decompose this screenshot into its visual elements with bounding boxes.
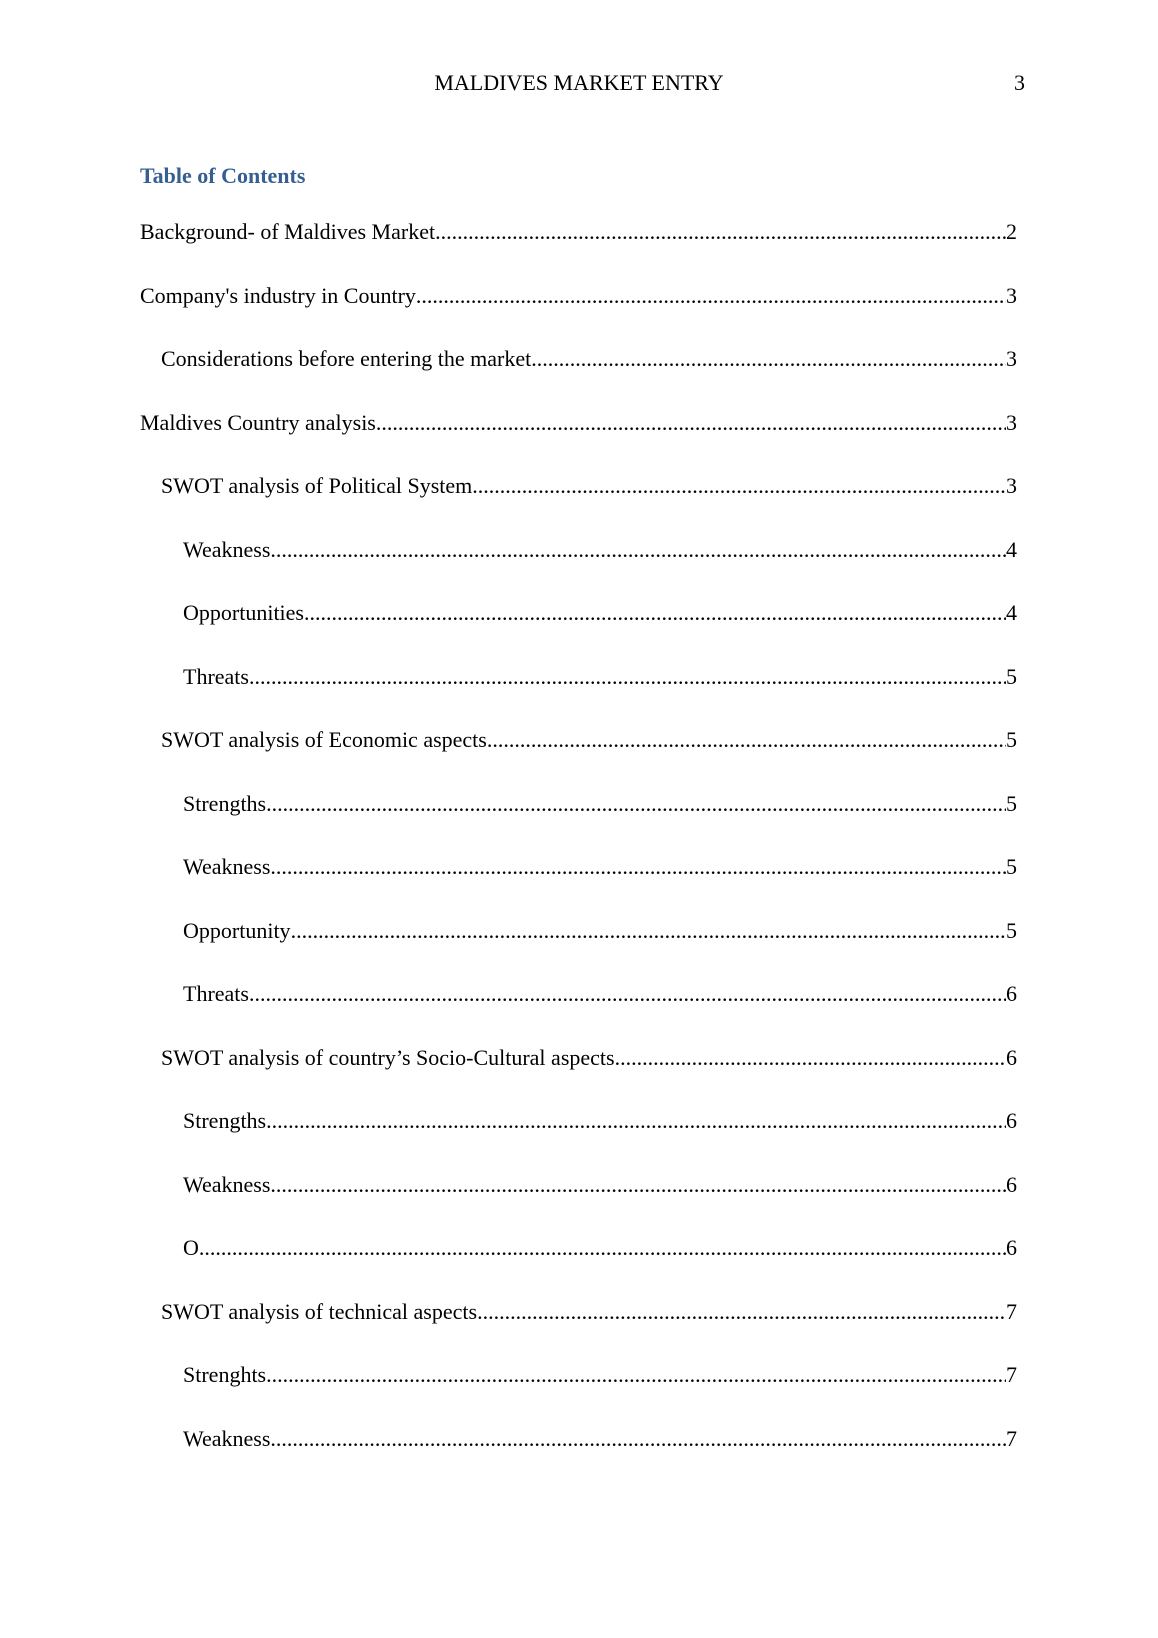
toc-entry-label: SWOT analysis of Economic aspects <box>161 727 487 752</box>
toc-entry[interactable] <box>140 408 1017 438</box>
table-of-contents <box>140 217 1017 1487</box>
toc-entry[interactable] <box>140 598 1017 628</box>
toc-entry[interactable] <box>140 344 1017 374</box>
dot-leader <box>487 725 1006 755</box>
toc-entry-label: Maldives Country analysis <box>140 409 376 435</box>
dot-leader <box>270 535 1006 565</box>
toc-entry-label: Weakness <box>183 854 271 879</box>
dot-leader <box>531 344 1006 374</box>
dot-leader <box>199 1233 1006 1263</box>
toc-entry-page: 6 <box>1006 1108 1017 1133</box>
toc-entry-label: SWOT analysis of Political System <box>161 473 473 498</box>
toc-entry-label: Weakness <box>183 1425 271 1451</box>
toc-entry-label: Strengths <box>183 790 267 816</box>
toc-entry-label: SWOT analysis of country’s Socio-Cultural aspects <box>161 1044 615 1070</box>
running-header-title: MALDIVES MARKET ENTRY <box>434 70 724 95</box>
toc-entry-label: Strengths <box>183 1108 267 1133</box>
toc-entry[interactable] <box>140 471 1017 501</box>
toc-entry-label: Weakness <box>183 536 271 562</box>
dot-leader <box>266 1360 1006 1390</box>
toc-entry[interactable] <box>140 535 1017 565</box>
dot-leader <box>270 1170 1006 1200</box>
dot-leader <box>304 598 1006 628</box>
toc-entry-page: 6 <box>1006 1044 1017 1070</box>
toc-entry-label: Opportunity <box>183 917 291 943</box>
toc-entry-page: 3 <box>1006 409 1017 435</box>
toc-entry-page: 6 <box>1006 981 1017 1006</box>
toc-entry[interactable] <box>140 217 1017 247</box>
toc-entry-page: 3 <box>1006 346 1017 371</box>
toc-entry-page: 5 <box>1006 854 1017 879</box>
dot-leader <box>270 1424 1006 1454</box>
page-number: 3 <box>1014 70 1025 95</box>
toc-entry-label: Weakness <box>183 1171 271 1197</box>
toc-entry-label: Company's industry in Country <box>140 282 416 308</box>
toc-entry[interactable] <box>140 1424 1017 1454</box>
toc-entry[interactable] <box>140 1106 1017 1136</box>
running-header <box>0 68 1158 98</box>
toc-entry[interactable] <box>140 281 1017 311</box>
toc-entry-label: Strenghts <box>183 1362 267 1387</box>
toc-entry-page: 5 <box>1006 790 1017 816</box>
toc-entry[interactable] <box>140 852 1017 882</box>
dot-leader <box>249 979 1006 1009</box>
toc-entry-page: 5 <box>1006 917 1017 943</box>
dot-leader <box>376 408 1006 438</box>
toc-heading: Table of Contents <box>140 163 306 188</box>
toc-entry[interactable] <box>140 979 1017 1009</box>
toc-entry-page: 7 <box>1006 1362 1017 1387</box>
toc-entry-page: 7 <box>1006 1298 1017 1324</box>
toc-entry-label: Threats <box>183 663 249 689</box>
toc-entry-page: 6 <box>1006 1235 1017 1260</box>
toc-entry[interactable] <box>140 916 1017 946</box>
toc-entry-page: 3 <box>1006 473 1017 498</box>
dot-leader <box>435 217 1006 247</box>
toc-entry-label: Opportunities <box>183 600 304 625</box>
toc-entry[interactable] <box>140 789 1017 819</box>
dot-leader <box>266 1106 1006 1136</box>
dot-leader <box>472 471 1006 501</box>
toc-entry-page: 7 <box>1006 1425 1017 1451</box>
toc-entry-label: Considerations before entering the market <box>161 346 532 371</box>
toc-entry[interactable] <box>140 1360 1017 1390</box>
toc-entry-page: 4 <box>1006 536 1017 562</box>
dot-leader <box>249 662 1006 692</box>
toc-entry[interactable] <box>140 1043 1017 1073</box>
toc-entry-label: Background- of Maldives Market <box>140 219 436 244</box>
dot-leader <box>266 789 1006 819</box>
toc-entry-label: O <box>183 1235 199 1260</box>
toc-entry-page: 5 <box>1006 727 1017 752</box>
toc-entry-page: 6 <box>1006 1171 1017 1197</box>
toc-entry[interactable] <box>140 662 1017 692</box>
toc-entry-page: 5 <box>1006 663 1017 689</box>
toc-entry-label: Threats <box>183 981 249 1006</box>
dot-leader <box>416 281 1006 311</box>
toc-entry[interactable] <box>140 725 1017 755</box>
toc-entry-page: 3 <box>1006 282 1017 308</box>
toc-entry[interactable] <box>140 1297 1017 1327</box>
dot-leader <box>615 1043 1006 1073</box>
toc-entry[interactable] <box>140 1170 1017 1200</box>
toc-entry-page: 2 <box>1006 219 1017 244</box>
dot-leader <box>270 852 1006 882</box>
dot-leader <box>477 1297 1006 1327</box>
toc-entry[interactable] <box>140 1233 1017 1263</box>
toc-entry-page: 4 <box>1006 600 1017 625</box>
toc-entry-label: SWOT analysis of technical aspects <box>161 1298 478 1324</box>
dot-leader <box>291 916 1006 946</box>
